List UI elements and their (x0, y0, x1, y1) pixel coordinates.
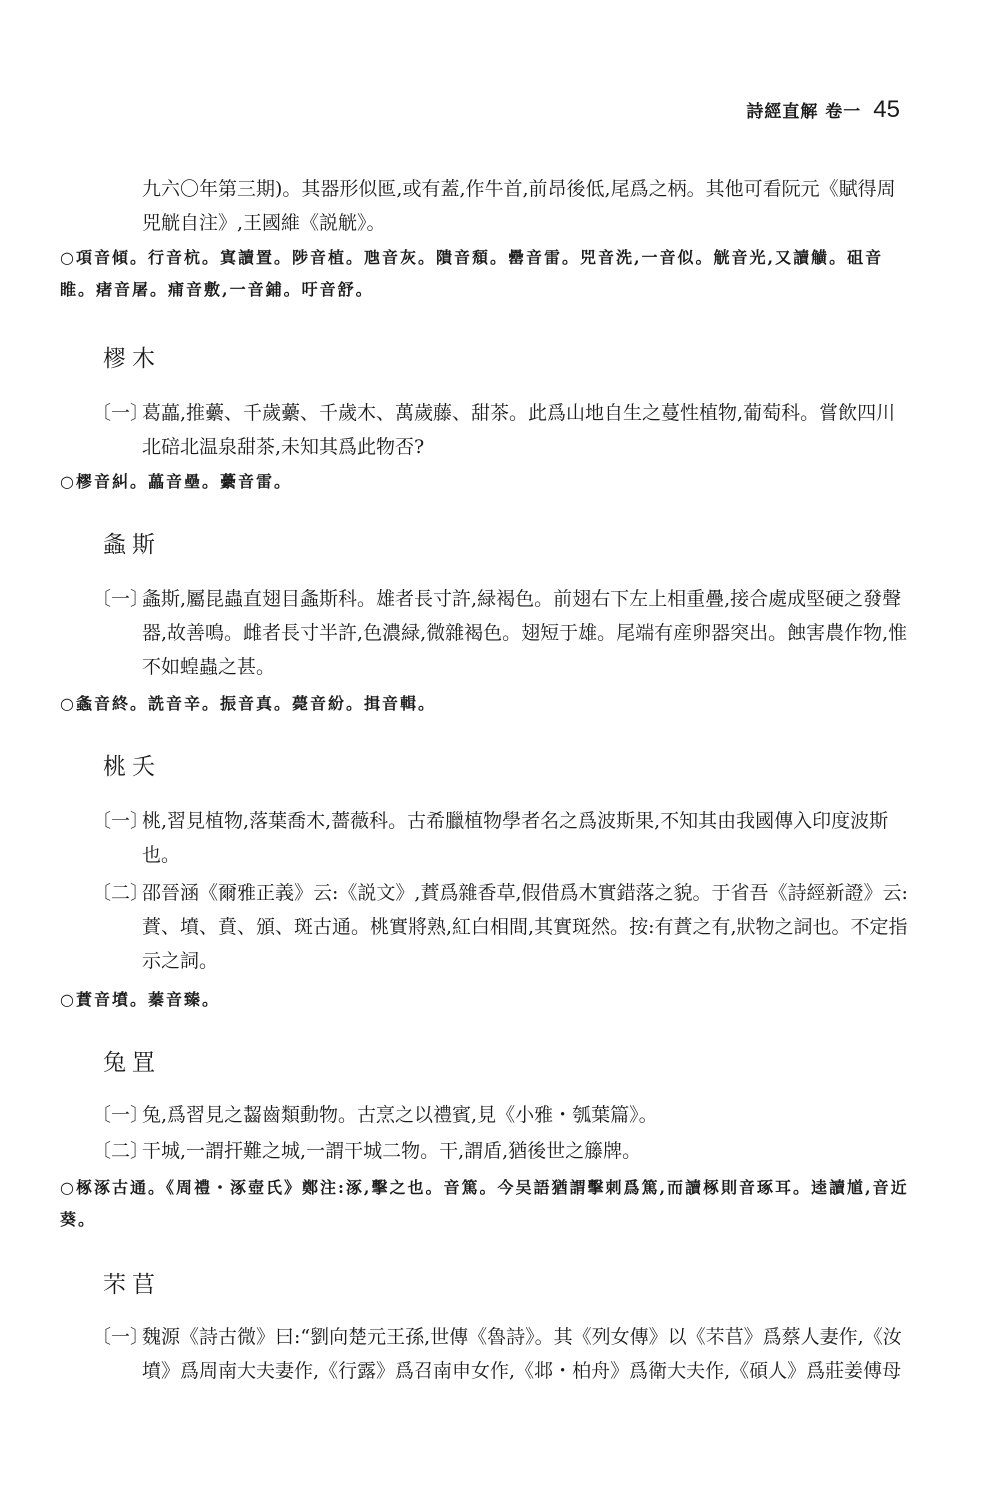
circle-mark-icon: ○ (60, 1178, 76, 1197)
running-header (746, 96, 900, 124)
page-number: 45 (873, 96, 900, 123)
continuation-paragraph: 九六〇年第三期)。其器形似匜,或有蓋,作牛首,前昂後低,尾爲之柄。其他可看阮元《賦得周兕觥自注》,王國維《説觥》。 (142, 178, 896, 234)
entry-number: 〔二〕 (92, 1140, 150, 1162)
circle-mark-icon: ○ (60, 694, 76, 713)
section-heading: 兔罝 (103, 1050, 161, 1076)
entry-number: 〔一〕 (92, 402, 150, 424)
pronunciation-note: ○項音傾。行音杭。寘讀置。陟音植。虺音灰。隤音頹。罍音雷。兕音洗,一音似。觥音光,又讀觵。砠音睢。瘏音屠。痡音敷,一音鋪。吁音舒。 (60, 248, 884, 299)
annotation-entry (92, 804, 912, 872)
annotation-entry (92, 1320, 912, 1388)
entry-text: 葛藟,推虆、千歲虆、千歲木、萬歲藤、甜茶。此爲山地自生之蔓性植物,葡萄科。嘗飲四川北碚北温泉甜茶,未知其爲此物否? (142, 402, 896, 458)
circle-mark-icon: ○ (60, 248, 76, 267)
section-heading: 芣苢 (103, 1272, 161, 1298)
section-heading: 桃夭 (103, 754, 161, 780)
entry-text: 螽斯,屬昆蟲直翅目螽斯科。雄者長寸許,緑褐色。前翅右下左上相重疊,接合處成堅硬之發聲器,故善鳴。雌者長寸半許,色濃緑,微雜褐色。翅短于雄。尾端有産卵器突出。蝕害農作物,惟不如蝗蟲之甚。 (142, 588, 908, 678)
entry-text: 魏源《詩古微》曰:“劉向楚元王孫,世傳《魯詩》。其《列女傳》以《芣苢》爲蔡人妻作,《汝墳》爲周南大夫妻作,《行露》爲召南申女作,《邶・柏舟》爲衛大夫作,《碩人》爲莊姜傅母 (142, 1326, 902, 1382)
pronunciation-note: ○椓涿古通。《周禮・涿壺氏》鄭注:涿,擊之也。音篤。今吴語猶謂擊刺爲篤,而讀椓則音琢耳。逵讀馗,音近葵。 (60, 1178, 909, 1229)
pronunciation-note: ○樛音糾。藟音壘。虆音雷。 (60, 472, 292, 491)
entry-number: 〔一〕 (92, 810, 150, 832)
section-heading: 樛木 (103, 346, 161, 372)
circle-mark-icon: ○ (60, 990, 76, 1009)
entry-text: 兔,爲習見之齧齒類動物。古烹之以禮賓,見《小雅・瓠葉篇》。 (142, 1104, 658, 1126)
section-heading: 螽斯 (103, 532, 161, 558)
annotation-entry (92, 1134, 912, 1168)
pronunciation-note: ○螽音終。詵音辛。振音真。薨音紛。揖音輯。 (60, 694, 436, 713)
pronunciation-note: ○蕡音墳。蓁音臻。 (60, 990, 220, 1009)
entry-number: 〔二〕 (92, 882, 150, 904)
annotation-entry (92, 1098, 912, 1132)
entry-number: 〔一〕 (92, 1326, 150, 1348)
annotation-entry (92, 582, 912, 684)
annotation-entry (92, 876, 912, 978)
entry-number: 〔一〕 (92, 588, 150, 610)
entry-text: 干城,一謂扞難之城,一謂干城二物。干,謂盾,猶後世之籐牌。 (142, 1140, 642, 1162)
entry-number: 〔一〕 (92, 1104, 150, 1126)
annotation-entry (92, 396, 912, 464)
entry-text: 邵晉涵《爾雅正義》云:《説文》,蕡爲雜香草,假借爲木實錯落之貌。于省吾《詩經新證》云:蕡、墳、賁、頒、斑古通。桃實將熟,紅白相間,其實斑然。按:有蕡之有,狀物之詞也。不定指示之詞。 (142, 882, 908, 972)
book-title: 詩經直解 卷一 (746, 102, 862, 122)
circle-mark-icon: ○ (60, 472, 76, 491)
entry-text: 桃,習見植物,落葉喬木,薔薇科。古希臘植物學者名之爲波斯果,不知其由我國傳入印度波斯也。 (142, 810, 889, 866)
